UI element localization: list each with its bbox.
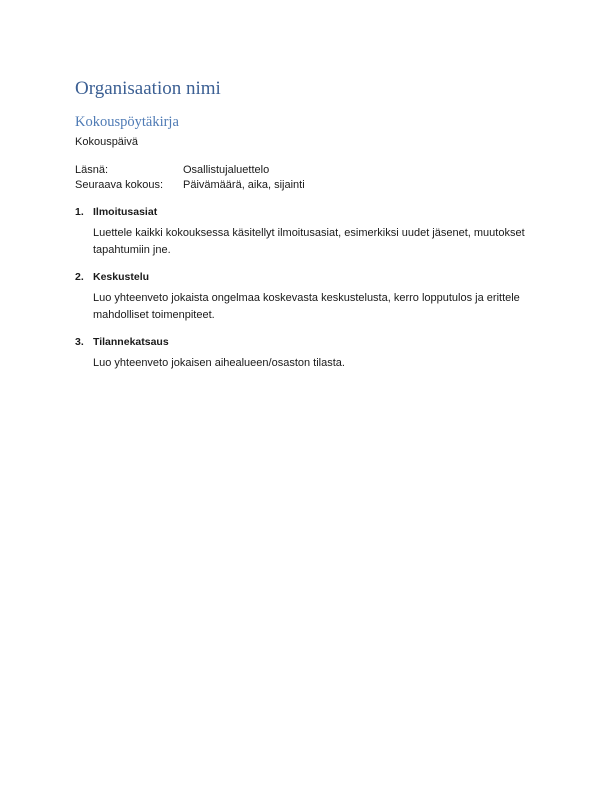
section-title: Ilmoitusasiat — [93, 206, 158, 218]
section-status-review — [75, 335, 545, 372]
section-number: 1. — [75, 206, 84, 218]
section-title: Tilannekatsaus — [93, 336, 169, 348]
meeting-info — [75, 163, 545, 193]
present-row — [75, 163, 545, 178]
next-meeting-row — [75, 178, 545, 193]
present-value: Osallistujaluettelo — [183, 164, 270, 176]
agenda-sections — [75, 205, 545, 372]
meeting-date: Kokouspäivä — [75, 136, 138, 148]
section-body: Luettele kaikki kokouksessa käsitellyt ilmoitusasiat, esimerkiksi uudet jäsenet, muutokset tapahtumiin jne. — [93, 227, 525, 256]
section-title: Keskustelu — [93, 271, 150, 283]
section-number: 2. — [75, 271, 84, 283]
section-number: 3. — [75, 336, 84, 348]
document-title: Kokouspöytäkirja — [75, 114, 179, 130]
section-discussion — [75, 270, 545, 323]
section-heading — [75, 270, 545, 285]
section-heading — [75, 335, 545, 350]
present-label: Läsnä: — [75, 164, 109, 176]
section-body: Luo yhteenveto jokaisen aihealueen/osaston tilasta. — [93, 357, 345, 369]
next-meeting-value: Päivämäärä, aika, sijainti — [183, 179, 305, 191]
section-announcements — [75, 205, 545, 258]
next-meeting-label: Seuraava kokous: — [75, 179, 164, 191]
section-body: Luo yhteenveto jokaista ongelmaa koskevasta keskustelusta, kerro lopputulos ja erittele mahdolliset toimenpiteet. — [93, 292, 520, 321]
section-heading — [75, 205, 545, 220]
organization-name: Organisaation nimi — [75, 78, 221, 99]
document-page — [75, 76, 545, 384]
